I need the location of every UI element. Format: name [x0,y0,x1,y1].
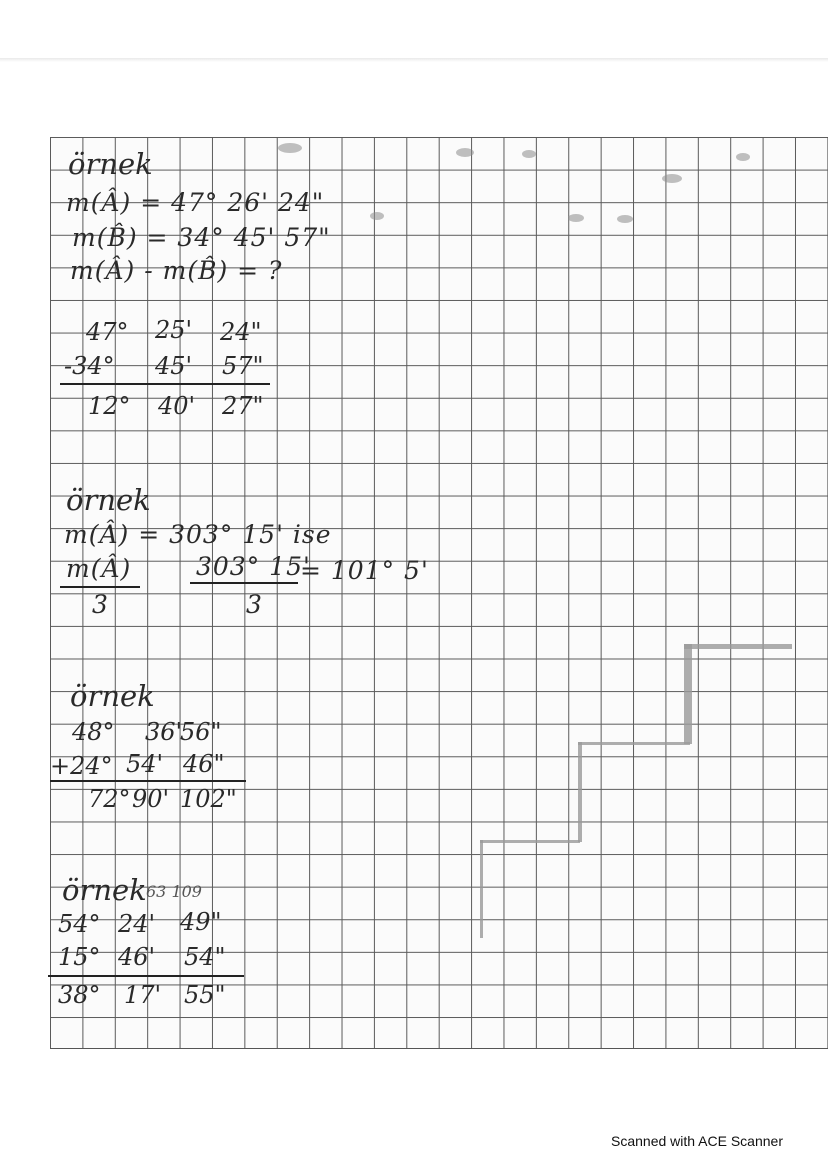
example-3-b-min: 54' [126,750,164,778]
example-2-result: = 101° 5' [300,556,429,585]
example-4-borrow-note: 63 109 [146,882,202,901]
bleed-through-mark [684,644,692,744]
bleed-through-mark [578,742,690,745]
example-2-line-1: m(Â) = 303° 15' ise [64,520,332,549]
example-2-fraction-1-bar [60,586,140,588]
example-3-r-min: 90' [132,785,170,813]
ink-smudge [522,150,536,158]
example-3-a-deg: 48° [72,718,115,746]
example-2-title: örnek [66,483,151,517]
example-1-a-deg: 47° [86,318,129,346]
example-2-fraction-1-denominator: 3 [92,590,109,619]
example-4-b-min: 46' [118,943,156,971]
example-3-a-sec: 56" [180,718,222,746]
example-2-fraction-2-denominator: 3 [246,590,263,619]
ink-smudge [736,153,750,161]
example-1-result-line [60,383,270,385]
example-1-b-min: 45' [155,352,193,380]
example-3-b-deg: +24° [50,752,113,780]
example-4-r-min: 17' [124,981,162,1009]
example-3-b-sec: 46" [183,750,225,778]
example-4-b-deg: 15° [58,943,101,971]
example-2-fraction-2-numerator: 303° 15' [196,552,311,581]
ink-smudge [456,148,474,157]
example-1-r-deg: 12° [88,392,131,420]
bleed-through-mark [684,644,792,649]
bleed-through-mark [480,840,483,938]
ink-smudge [662,174,682,183]
example-1-a-min: 25' [155,316,193,344]
example-1-line-3: m(Â) - m(B̂) = ? [70,256,283,285]
example-4-r-sec: 55" [184,981,226,1009]
example-3-r-sec: 102" [180,785,237,813]
example-1-title: örnek [68,147,153,181]
example-3-result-line [50,780,246,782]
example-2-fraction-1-numerator: m(Â) [66,554,132,583]
scanner-watermark: Scanned with ACE Scanner [611,1133,783,1149]
ink-smudge [617,215,633,223]
example-1-r-min: 40' [158,392,196,420]
ink-smudge [370,212,384,220]
example-1-a-sec: 24" [220,318,262,346]
example-3-title: örnek [70,679,155,713]
ink-smudge [278,143,302,153]
scan-top-edge [0,58,828,62]
example-4-a-sec: 49" [180,908,222,936]
example-4-a-min: 24' [118,910,156,938]
example-1-b-sec: 57" [222,352,264,380]
bleed-through-mark [578,742,582,842]
bleed-through-mark [480,840,580,843]
example-1-r-sec: 27" [222,392,264,420]
ink-smudge [568,214,584,222]
example-1-line-2: m(B̂) = 34° 45' 57" [72,223,331,252]
example-4-title: örnek [62,873,147,907]
example-4-result-line [48,975,244,977]
example-1-b-deg: -34° [64,352,115,380]
example-2-fraction-2-bar [190,582,298,584]
example-3-r-deg: 72° [88,785,131,813]
example-3-a-min: 36' [145,718,183,746]
example-4-r-deg: 38° [58,981,101,1009]
example-1-line-1: m(Â) = 47° 26' 24" [66,188,325,217]
example-4-a-deg: 54° [58,910,101,938]
example-4-b-sec: 54" [184,943,226,971]
